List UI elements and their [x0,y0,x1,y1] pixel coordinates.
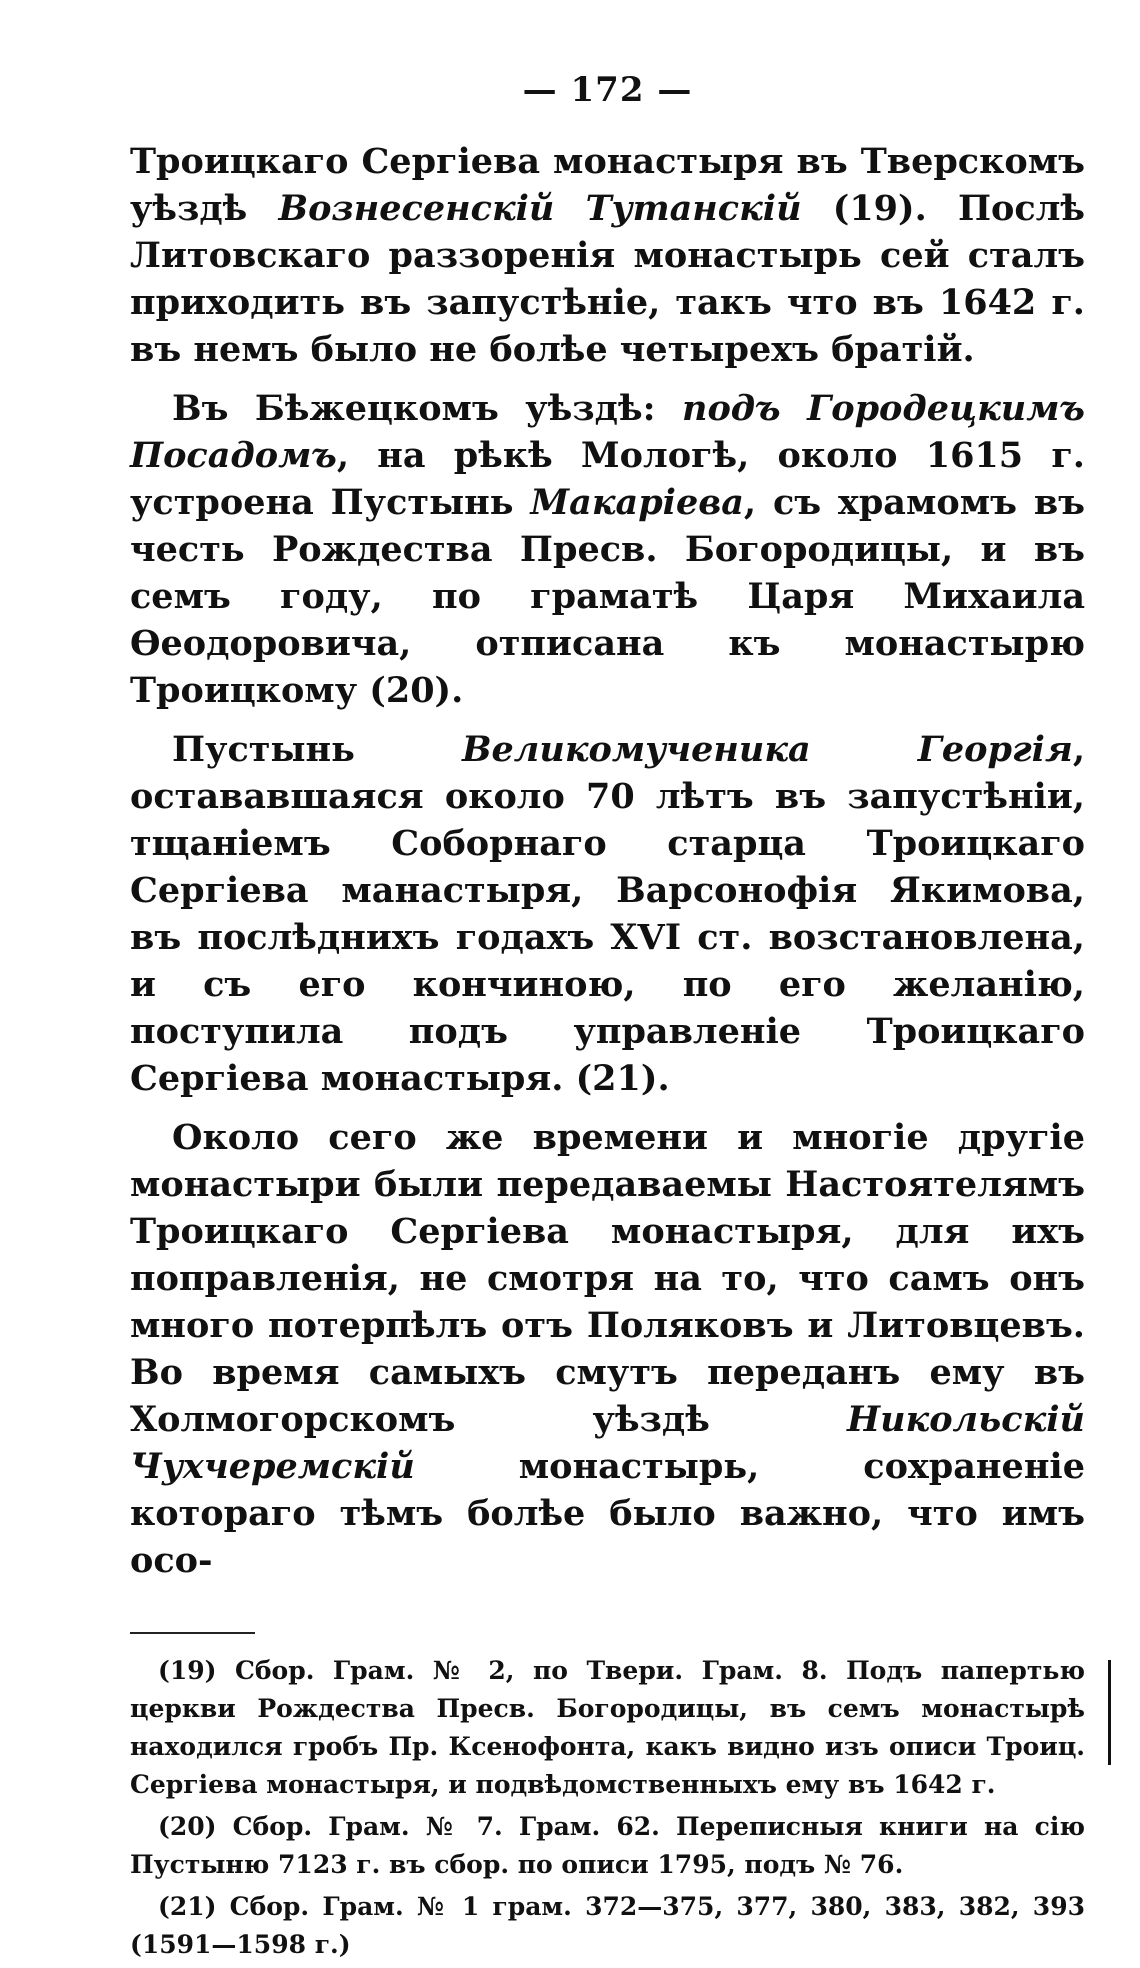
paragraph-3 [130,726,1085,1102]
paragraph-italic-text: подъ Городецкимъ Посадомъ [130,388,1085,476]
paragraph-text: , остававшаяся около 70 лѣтъ въ запустѣніи, тщаніемъ Соборнаго старца Троицкаго Сергіева манастыря, Варсонофія Якимова, въ послѣднихъ годахъ XVI ст. возстановлена, и съ его кончиною, по его желанію, поступила подъ управленіе Троицкаго Сергіева монастыря. (21). [130,729,1085,1099]
paragraph-text: , съ храмомъ въ честь Рождества Пресв. Богородицы, и въ семъ году, по граматѣ Царя Михаила Ѳеодоровича, отписана къ монастырю Троицкому (20). [130,482,1085,711]
paragraph-text: (19). Послѣ Литовскаго раззоренія монастырь сей сталъ приходить въ запустѣніе, такъ что въ 1642 г. въ немъ было не болѣе четырехъ братій. [130,188,1085,370]
footnotes [130,1652,1085,1964]
paragraph-italic-text: Макаріева [530,482,744,523]
footnote-20: (20) Сбор. Грам. № 7. Грам. 62. Переписныя книги на сію Пустыню 7123 г. въ сбор. по описи 1795, подъ № 76. [130,1812,1085,1879]
paragraph-text: Около сего же времени и многіе другіе монастыри были передаваемы Настоятелямъ Троицкаго Сергіева монастыря, для ихъ поправленія, не смотря на то, что самъ онъ много потерпѣлъ отъ Поляковъ и Литовцевъ. Во время самыхъ смутъ переданъ ему въ Холмогорскомъ уѣздѣ [130,1117,1085,1440]
paragraph-2 [130,385,1085,714]
paragraph-text: Пустынь [172,729,462,770]
paragraph-italic-text: Вознесенскій Тутанскій [278,188,802,229]
footnote-19: (19) Сбор. Грам. № 2, по Твери. Грам. 8. Подъ папертью церкви Рождества Пресв. Богородицы, въ семъ монастырѣ находился гробъ Пр. Ксенофонта, какъ видно изъ описи Троиц. Сергіева монастыря, и подвѣдомственныхъ ему въ 1642 г. [130,1656,1085,1799]
paragraph-italic-text: Никольскій Чухчеремскій [130,1399,1085,1487]
paragraph-text: Въ Бѣжецкомъ уѣздѣ: [172,388,682,429]
footnote-divider [130,1632,255,1634]
paragraph-4 [130,1114,1085,1584]
page-number: — 172 — [522,70,693,110]
body-text [130,138,1085,1584]
document-page [130,70,1085,1968]
scan-margin-mark [1108,1660,1111,1765]
paragraph-italic-text: Великомученика Георгія [461,729,1073,770]
paragraph-text: , на рѣкѣ Мологѣ, около 1615 г. устроена Пустынь [130,435,1085,523]
paragraph-1 [130,138,1085,373]
paragraph-text: монастырь, сохраненіе котораго тѣмъ болѣе было важно, что имъ осо- [130,1446,1085,1581]
footnote-21: (21) Сбор. Грам. № 1 грам. 372—375, 377, 380, 383, 382, 393 (1591—1598 г.) [130,1892,1085,1959]
paragraph-text: Троицкаго Сергіева монастыря въ Тверскомъ уѣздѣ [130,141,1085,229]
